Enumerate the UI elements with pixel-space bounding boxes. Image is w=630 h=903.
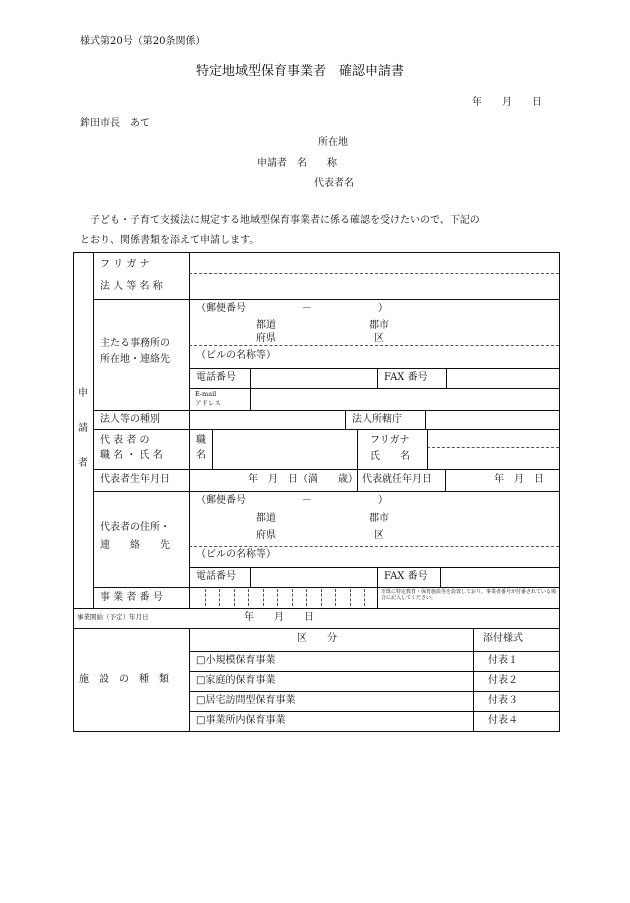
side-label-2: 請: [78, 423, 88, 434]
rep-todo-label: 都道: [256, 513, 276, 524]
column-attachment: 添付様式: [483, 633, 523, 644]
facility-attachment: 付表２: [488, 675, 518, 686]
corp-name-label: 法 人 等 名 称: [100, 281, 163, 292]
rep-postal-dash: －: [302, 495, 312, 506]
rep-start-label: 代表就任年月日: [362, 474, 432, 485]
side-label-1: 申: [78, 388, 88, 399]
facility-item[interactable]: □居宅訪問型保育事業: [196, 695, 296, 706]
rep-phone-label: 電話番号: [196, 571, 236, 582]
corp-type-label: 法人等の種別: [100, 414, 160, 425]
start-date-label: 事業開始（予定）年月日: [77, 613, 149, 621]
business-no-label: 事 業 者 番 号: [100, 592, 163, 603]
rep-birth-value: 年 月 日（満 歳）: [248, 474, 358, 485]
rep-ku-label: 区: [374, 530, 384, 541]
fax-label: FAX 番号: [384, 372, 428, 383]
addressee: 鉾田市長 あて: [80, 118, 150, 129]
postal-dash: －: [302, 303, 312, 314]
fuken-label: 府県: [256, 333, 276, 344]
corp-office-label: 法人所轄庁: [352, 414, 402, 425]
rep-address-label-2: 連 絡 先: [100, 540, 170, 551]
email-label-2: アドレス: [195, 399, 221, 407]
postal-close: ）: [378, 303, 388, 314]
office-label-1: 主たる事務所の: [100, 338, 170, 349]
page-title: 特定地域型保育事業者 確認申請書: [196, 64, 405, 79]
rep-postal-label: （郵便番号: [196, 495, 246, 506]
body-text-line2: とおり、関係書類を添えて申請します。: [80, 235, 260, 246]
todo-label: 都道: [256, 320, 276, 331]
rep-building-label: （ビルの名称等）: [196, 549, 276, 560]
rep-postal-close: ）: [378, 495, 388, 506]
mei-label: 名: [196, 450, 206, 461]
applicant-name-label: 申請者 名 称: [257, 158, 337, 169]
facility-attachment: 付表４: [488, 715, 518, 726]
business-no-note: ※既に特定教育・保育施設等を設置しており、事業者番号が付番されている場合に記入してください。: [381, 589, 557, 601]
rep-gunshi-label: 郡市: [369, 513, 389, 524]
location-label: 所在地: [318, 137, 348, 148]
rep-shimei-label: 氏 名: [370, 451, 410, 462]
form-number: 様式第20号（第20条関係）: [80, 36, 206, 47]
rep-title-name-label-2: 職 名 ・ 氏 名: [100, 450, 163, 461]
facility-attachment: 付表３: [488, 695, 518, 706]
rep-fax-label: FAX 番号: [384, 571, 428, 582]
facility-item[interactable]: □事業所内保育事業: [196, 715, 286, 726]
furigana-label: フ リ ガ ナ: [100, 259, 150, 270]
rep-fuken-label: 府県: [256, 530, 276, 541]
facility-type-label: 施 設 の 種 類: [79, 674, 169, 685]
building-label: （ビルの名称等）: [196, 350, 276, 361]
gunshi-label: 郡市: [369, 320, 389, 331]
facility-item[interactable]: □小規模保育事業: [196, 655, 276, 666]
date-line: 年 月 日: [472, 97, 542, 108]
rep-start-value: 年 月 日: [494, 474, 544, 485]
facility-attachment: 付表１: [488, 655, 518, 666]
body-text-line1: 子ども・子育て支援法に規定する地域型保育事業者に係る確認を受けたいので、下記の: [90, 215, 480, 226]
representative-label: 代表者名: [314, 178, 354, 189]
rep-address-label-1: 代表者の住所・: [100, 522, 170, 533]
facility-item[interactable]: □家庭的保育事業: [196, 675, 276, 686]
start-date-value: 年 月 日: [244, 612, 314, 623]
column-category: 区 分: [297, 633, 337, 644]
ku-label: 区: [374, 333, 384, 344]
postal-label: （郵便番号: [196, 303, 246, 314]
side-label-3: 者: [78, 458, 88, 469]
rep-furigana-label: フリガナ: [370, 435, 410, 446]
rep-title-name-label-1: 代 表 者 の: [100, 435, 150, 446]
shoku-label: 職: [196, 435, 206, 446]
email-label-1: E-mail: [195, 390, 217, 398]
office-label-2: 所在地・連絡先: [100, 354, 170, 365]
phone-label: 電話番号: [196, 372, 236, 383]
rep-birth-label: 代表者生年月日: [100, 474, 170, 485]
